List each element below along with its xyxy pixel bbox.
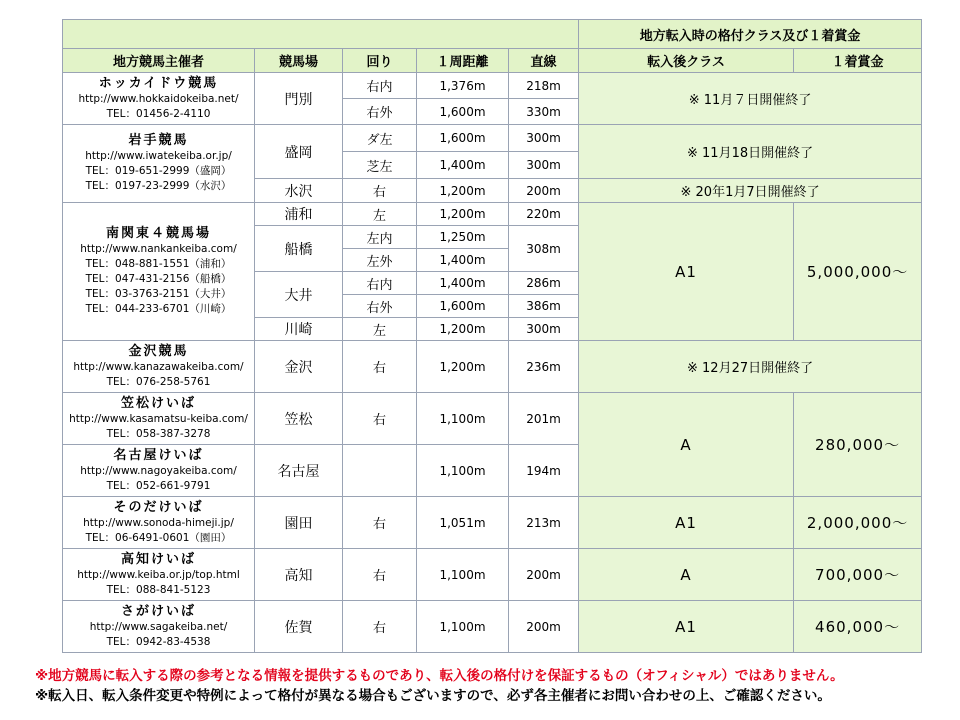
org-tel: TEL：0197-23-2999（水沢） — [85, 180, 232, 192]
org-tel: TEL：048-881-1551（浦和） — [85, 258, 232, 270]
distance: 1,100m — [417, 445, 509, 497]
straight: 300m — [509, 152, 579, 179]
header-distance: １周距離 — [417, 49, 509, 73]
header-prize: １着賞金 — [794, 49, 922, 73]
course-kochi: 高知 — [255, 549, 343, 601]
straight: 330m — [509, 99, 579, 125]
class-a: A — [579, 549, 794, 601]
org-url[interactable]: http://www.nankankeiba.com/ — [80, 243, 237, 255]
org-name: 金沢競馬 — [128, 343, 189, 359]
closed-notice: ※ 11月18日開催終了 — [579, 125, 922, 179]
direction: 右 — [343, 549, 417, 601]
header-organizer: 地方競馬主催者 — [63, 49, 255, 73]
header-course: 競馬場 — [255, 49, 343, 73]
course-funabashi: 船橋 — [255, 226, 343, 272]
distance: 1,100m — [417, 549, 509, 601]
prize: 280,000～ — [794, 393, 922, 497]
distance: 1,400m — [417, 272, 509, 295]
straight: 201m — [509, 393, 579, 445]
distance: 1,600m — [417, 295, 509, 318]
straight: 308m — [509, 226, 579, 272]
course-sonoda: 園田 — [255, 497, 343, 549]
org-tel: TEL：058-387-3278 — [106, 427, 211, 440]
org-kochi — [63, 549, 255, 601]
org-tel: TEL：019-651-2999（盛岡） — [85, 165, 232, 177]
straight: 213m — [509, 497, 579, 549]
header-straight: 直線 — [509, 49, 579, 73]
class-a1: A1 — [579, 601, 794, 653]
direction: 右 — [343, 601, 417, 653]
straight: 200m — [509, 179, 579, 203]
class-a1: A1 — [579, 203, 794, 341]
distance: 1,200m — [417, 203, 509, 226]
org-kanazawa — [63, 341, 255, 393]
org-tel: TEL：044-233-6701（川崎） — [85, 303, 232, 315]
org-name: そのだけいば — [113, 499, 204, 515]
direction: 芝左 — [343, 152, 417, 179]
closed-notice: ※ 11月７日開催終了 — [579, 73, 922, 125]
org-hokkaido — [63, 73, 255, 125]
direction — [343, 445, 417, 497]
distance: 1,600m — [417, 125, 509, 152]
org-tel: TEL：088-841-5123 — [106, 583, 211, 596]
direction: 右 — [343, 341, 417, 393]
org-name: 岩手競馬 — [128, 133, 189, 148]
course-monbetsu: 門別 — [255, 73, 343, 125]
distance: 1,100m — [417, 601, 509, 653]
distance: 1,200m — [417, 318, 509, 341]
distance: 1,051m — [417, 497, 509, 549]
straight: 300m — [509, 318, 579, 341]
org-tel: TEL：01456-2-4110 — [106, 107, 211, 120]
header-class: 転入後クラス — [579, 49, 794, 73]
org-name: ホッカイドウ競馬 — [98, 75, 219, 91]
direction: 左 — [343, 318, 417, 341]
racecourse-table — [62, 19, 922, 653]
direction: ダ左 — [343, 125, 417, 152]
prize: 5,000,000～ — [794, 203, 922, 341]
org-kasamatsu — [63, 393, 255, 445]
org-name: 高知けいば — [120, 551, 196, 567]
direction: 左外 — [343, 249, 417, 272]
disclaimer-notes — [35, 666, 945, 706]
course-kanazawa: 金沢 — [255, 341, 343, 393]
straight: 220m — [509, 203, 579, 226]
distance: 1,250m — [417, 226, 509, 249]
class-a: A — [579, 393, 794, 497]
org-tel: TEL：06-6491-0601（園田） — [85, 531, 232, 544]
direction: 右 — [343, 179, 417, 203]
course-morioka: 盛岡 — [255, 125, 343, 179]
org-nagoya — [63, 445, 255, 497]
org-url[interactable]: http://www.kanazawakeiba.com/ — [73, 360, 244, 373]
straight: 286m — [509, 272, 579, 295]
prize: 2,000,000～ — [794, 497, 922, 549]
direction: 右内 — [343, 272, 417, 295]
distance: 1,600m — [417, 99, 509, 125]
course-saga: 佐賀 — [255, 601, 343, 653]
org-url[interactable]: http://www.nagoyakeiba.com/ — [80, 464, 237, 477]
header-blank — [63, 20, 579, 49]
straight: 194m — [509, 445, 579, 497]
distance: 1,376m — [417, 73, 509, 99]
course-kasamatsu: 笠松 — [255, 393, 343, 445]
distance: 1,100m — [417, 393, 509, 445]
org-name: 笠松けいば — [120, 395, 196, 411]
direction: 右内 — [343, 73, 417, 99]
org-tel: TEL：0942-83-4538 — [106, 635, 211, 648]
straight: 218m — [509, 73, 579, 99]
distance: 1,400m — [417, 249, 509, 272]
org-iwate — [63, 125, 255, 203]
course-nagoya: 名古屋 — [255, 445, 343, 497]
org-name: 名古屋けいば — [113, 447, 204, 463]
direction: 右外 — [343, 295, 417, 318]
org-tel: TEL：076-258-5761 — [106, 375, 211, 388]
direction: 右 — [343, 393, 417, 445]
org-name: 南関東４競馬場 — [105, 226, 211, 241]
straight: 300m — [509, 125, 579, 152]
direction: 左 — [343, 203, 417, 226]
disclaimer-line-1: ※地方競馬に転入する際の参考となる情報を提供するものであり、転入後の格付けを保証するもの（オフィシャル）ではありません。 — [35, 668, 844, 684]
distance: 1,200m — [417, 341, 509, 393]
prize: 700,000～ — [794, 549, 922, 601]
prize: 460,000～ — [794, 601, 922, 653]
direction: 左内 — [343, 226, 417, 249]
org-url[interactable]: http://www.iwatekeiba.or.jp/ — [85, 150, 232, 162]
direction: 右外 — [343, 99, 417, 125]
course-urawa: 浦和 — [255, 203, 343, 226]
org-url[interactable]: http://www.keiba.or.jp/top.html — [77, 568, 240, 581]
header-direction: 回り — [343, 49, 417, 73]
header-transfer-title: 地方転入時の格付クラス及び１着賞金 — [579, 20, 922, 49]
straight: 236m — [509, 341, 579, 393]
straight: 200m — [509, 549, 579, 601]
org-url[interactable]: http://www.hokkaidokeiba.net/ — [78, 92, 239, 105]
course-kawasaki: 川崎 — [255, 318, 343, 341]
org-url[interactable]: http://www.sonoda-himeji.jp/ — [83, 516, 234, 529]
org-tel: TEL：052-661-9791 — [106, 479, 211, 492]
direction: 右 — [343, 497, 417, 549]
straight: 386m — [509, 295, 579, 318]
course-ooi: 大井 — [255, 272, 343, 318]
org-minami-kanto — [63, 203, 255, 341]
distance: 1,400m — [417, 152, 509, 179]
org-url[interactable]: http://www.kasamatsu-keiba.com/ — [69, 412, 248, 425]
closed-notice: ※ 12月27日開催終了 — [579, 341, 922, 393]
class-a1: A1 — [579, 497, 794, 549]
distance: 1,200m — [417, 179, 509, 203]
closed-notice: ※ 20年1月7日開催終了 — [579, 179, 922, 203]
org-tel: TEL：047-431-2156（船橋） — [85, 273, 232, 285]
org-sonoda — [63, 497, 255, 549]
org-url[interactable]: http://www.sagakeiba.net/ — [89, 620, 228, 633]
disclaimer-line-2: ※転入日、転入条件変更や特例によって格付が異なる場合もございますので、必ず各主催者にお問い合わせの上、ご確認ください。 — [35, 688, 831, 704]
straight: 200m — [509, 601, 579, 653]
org-tel: TEL：03-3763-2151（大井） — [85, 288, 232, 300]
org-name: さがけいば — [120, 603, 196, 619]
org-saga — [63, 601, 255, 653]
course-mizusawa: 水沢 — [255, 179, 343, 203]
